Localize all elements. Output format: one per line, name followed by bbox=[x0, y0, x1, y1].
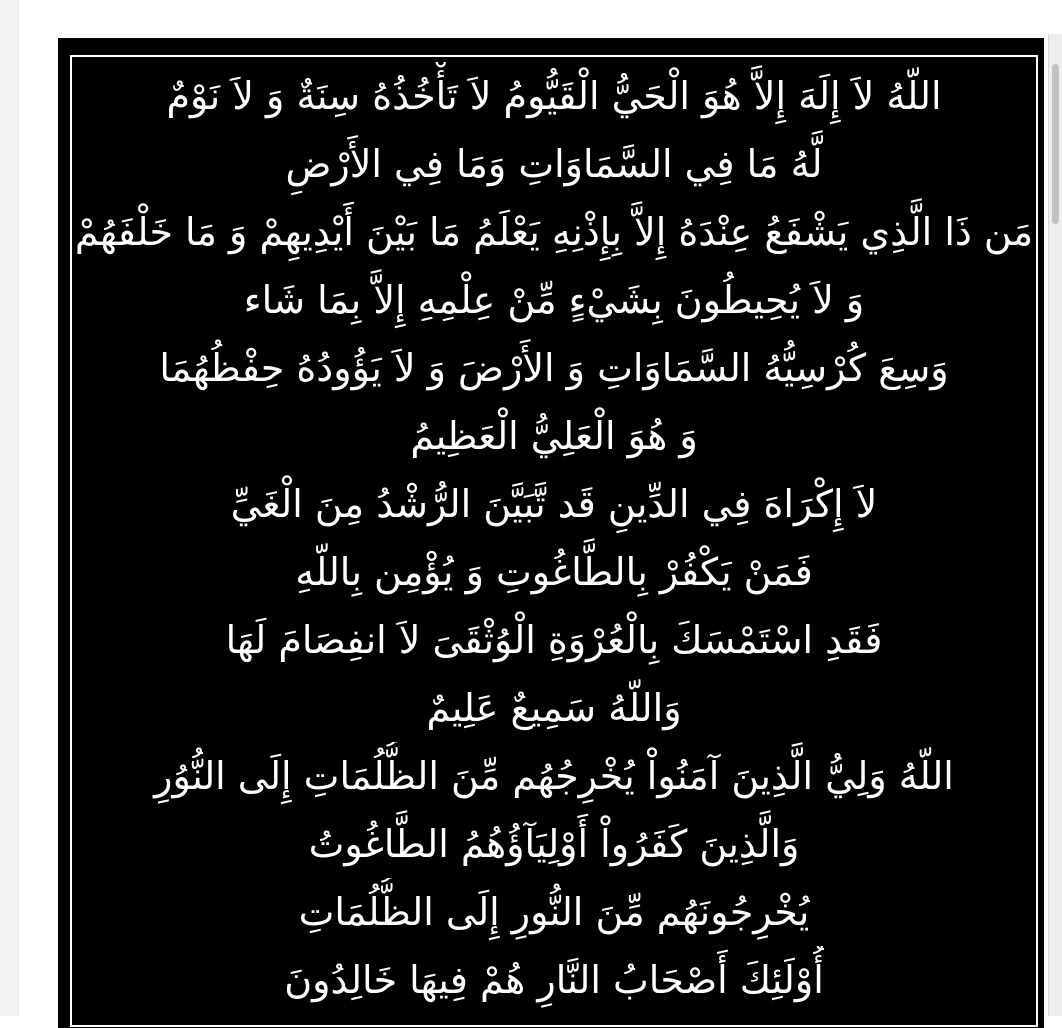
verse-line: وَسِعَ كُرْسِيُّهُ السَّمَاوَاتِ وَ الأَرْضَ وَ لاَ يَؤُودُهُ حِفْظُهُمَا bbox=[159, 346, 949, 390]
verse-line: لَّهُ مَا فِي السَّمَاوَاتِ وَمَا فِي الأَرْضِ bbox=[285, 142, 823, 186]
verse-line: وَ لاَ يُحِيطُونَ بِشَيْءٍ مِّنْ عِلْمِهِ إِلاَّ بِمَا شَاء bbox=[243, 278, 865, 322]
verse-line: أُوْلَئِكَ أَصْحَابُ النَّارِ هُمْ فِيهَا خَالِدُونَ bbox=[284, 958, 824, 1002]
vertical-scrollbar[interactable] bbox=[1048, 34, 1062, 1016]
verse-line: وَاللّهُ سَمِيعٌ عَلِيمٌ bbox=[426, 686, 682, 730]
verse-line: يُخْرِجُونَهُم مِّنَ النُّورِ إِلَى الظُّلُمَاتِ bbox=[298, 890, 810, 934]
verse-text-block bbox=[72, 62, 1036, 1014]
left-gutter bbox=[0, 0, 19, 1016]
verse-line: فَمَنْ يَكْفُرْ بِالطَّاغُوتِ وَ يُؤْمِن بِاللّهِ bbox=[295, 550, 813, 594]
scrollbar-thumb[interactable] bbox=[1052, 64, 1059, 224]
verse-line: وَ هُوَ الْعَلِيُّ الْعَظِيمُ bbox=[410, 414, 698, 458]
verse-line: فَقَدِ اسْتَمْسَكَ بِالْعُرْوَةِ الْوُثْقَىَ لاَ انفِصَامَ لَهَا bbox=[225, 618, 883, 662]
verse-line: اللّهُ وَلِيُّ الَّذِينَ آمَنُواْ يُخْرِجُهُم مِّنَ الظُّلُمَاتِ إِلَى النُّوُرِ bbox=[154, 754, 954, 798]
verse-line: اللّهُ لاَ إِلَهَ إِلاَّ هُوَ الْحَيُّ الْقَيُّومُ لاَ تَأْخُذُهُ سِنَةٌ وَ لاَ نَوْمٌ bbox=[166, 74, 942, 118]
verse-line: وَالَّذِينَ كَفَرُواْ أَوْلِيَآؤُهُمُ الطَّاغُوتُ bbox=[308, 822, 800, 866]
verse-line: مَن ذَا الَّذِي يَشْفَعُ عِنْدَهُ إِلاَّ بِإِذْنِهِ يَعْلَمُ مَا بَيْنَ أَيْدِيهِمْ وَ مَا خَلْفَهُمْ bbox=[74, 210, 1034, 254]
verse-line: لاَ إِكْرَاهَ فِي الدِّينِ قَد تَّبَيَّنَ الرُّشْدُ مِنَ الْغَيِّ bbox=[230, 482, 878, 526]
